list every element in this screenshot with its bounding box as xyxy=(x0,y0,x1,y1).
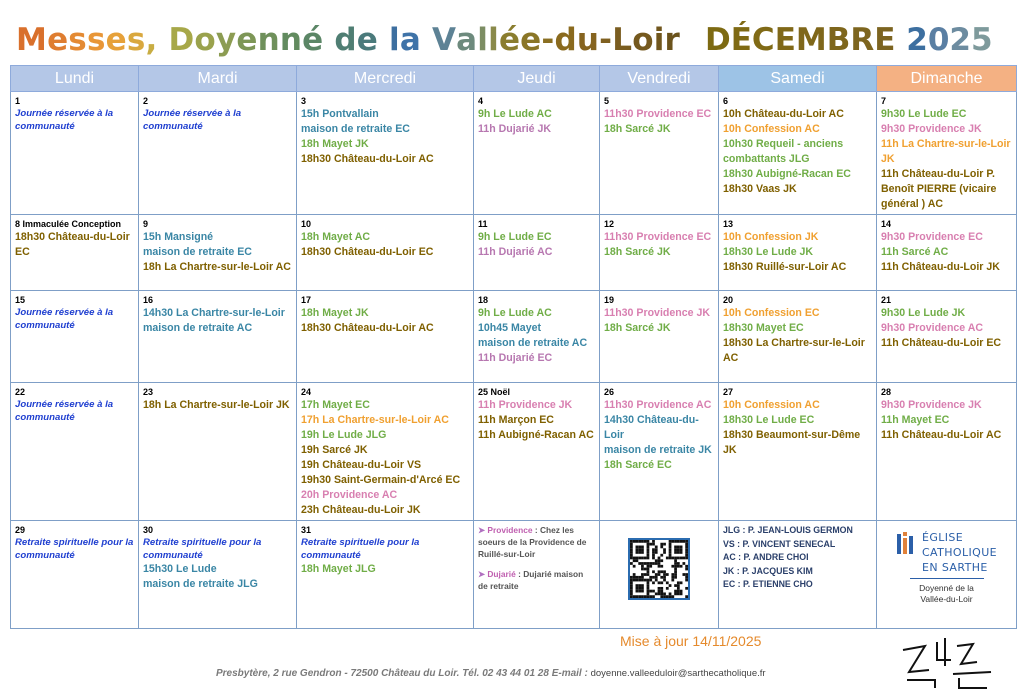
day-note: Journée réservée à la communauté xyxy=(143,108,242,132)
mass-entry: 23h Château-du-Loir JK xyxy=(301,504,421,516)
mass-entry: 20h Providence AC xyxy=(301,489,398,501)
day-number: 22 xyxy=(15,387,26,397)
day-cell-31 xyxy=(297,521,474,629)
day-number: 20 xyxy=(723,295,734,305)
day-cell-12 xyxy=(600,215,719,291)
mass-entry: 11h La Chartre-sur-le-Loir JK xyxy=(881,138,1011,165)
mass-entry: maison de retraite EC xyxy=(143,246,252,258)
week-row xyxy=(11,92,1017,215)
day-number: 26 xyxy=(604,387,615,397)
footer-email[interactable]: doyenne.valleeduloir@sarthecatholique.fr xyxy=(590,668,766,679)
mass-entry: 18h Sarcé JK xyxy=(604,123,671,135)
day-cell-15 xyxy=(11,291,139,383)
mass-entry: 18h30 Château-du-Loir EC xyxy=(15,231,130,258)
day-cell-14 xyxy=(877,215,1017,291)
day-number: 6 xyxy=(723,96,729,106)
day-number: 15 xyxy=(15,295,26,305)
day-cell-22 xyxy=(11,383,139,521)
day-number: 25 Noël xyxy=(478,387,511,397)
mass-entry: 18h30 Mayet EC xyxy=(723,322,804,334)
mass-entry: 18h30 Beaumont-sur-Dême JK xyxy=(723,429,861,456)
day-cell-4 xyxy=(474,92,600,215)
mass-entry: 18h30 Ruillé-sur-Loir AC xyxy=(723,261,847,273)
priest-legend-item: JK : P. JACQUES KIM xyxy=(723,565,813,576)
mass-entry: 10h Château-du-Loir AC xyxy=(723,108,844,120)
day-cell-30 xyxy=(139,521,297,629)
mass-entry: 18h30 Le Lude EC xyxy=(723,414,815,426)
legend-providence xyxy=(478,524,595,560)
mass-entry: 14h30 La Chartre-sur-le-Loir xyxy=(143,307,285,319)
day-number: 31 xyxy=(301,525,312,535)
day-cell-8 xyxy=(11,215,139,291)
header-vendredi: Vendredi xyxy=(600,66,719,92)
week-row xyxy=(11,521,1017,629)
day-number: 19 xyxy=(604,295,615,305)
mass-entry: 17h La Chartre-sur-le-Loir AC xyxy=(301,414,449,426)
day-cell-21 xyxy=(877,291,1017,383)
signature-image xyxy=(895,630,1005,692)
day-cell-17 xyxy=(297,291,474,383)
day-number: 29 xyxy=(15,525,26,535)
day-note: Journée réservée à la communauté xyxy=(15,108,114,132)
logo-sub-2: Vallée-du-Loir xyxy=(920,594,973,604)
mass-entry: maison de retraite JLG xyxy=(143,578,258,590)
day-number: 12 xyxy=(604,219,615,229)
mass-entry: 9h Le Lude AC xyxy=(478,108,552,120)
mass-entry: 11h Dujarié EC xyxy=(478,352,553,364)
mass-entry: 11h Château-du-Loir P. Benoît PIERRE (vicaire général ) AC xyxy=(881,168,997,210)
day-cell-9 xyxy=(139,215,297,291)
mass-entry: 11h30 Providence EC xyxy=(604,108,712,120)
mass-entry: 18h30 Château-du-Loir AC xyxy=(301,153,434,165)
logo-line-3: EN SARTHE xyxy=(921,561,988,574)
mass-entry: 9h30 Le Lude EC xyxy=(881,108,967,120)
mass-entry: 9h Le Lude EC xyxy=(478,231,552,243)
mass-entry: 18h Sarcé EC xyxy=(604,459,672,471)
mass-entry: 11h Providence JK xyxy=(478,399,573,411)
day-cell-20 xyxy=(719,291,877,383)
header-samedi: Samedi xyxy=(719,66,877,92)
mass-entry: 10h Confession JK xyxy=(723,231,819,243)
mass-entry: 18h30 La Chartre-sur-le-Loir AC xyxy=(723,337,865,364)
mass-entry: 18h La Chartre-sur-le-Loir AC xyxy=(143,261,291,273)
week-row xyxy=(11,291,1017,383)
legend-providence-text: : Chez les soeurs de la Providence de Ruillé-sur-Loir xyxy=(478,525,587,559)
day-cell-11 xyxy=(474,215,600,291)
mass-entry: 19h Le Lude JLG xyxy=(301,429,387,441)
mass-entry: 10h45 Mayet xyxy=(478,322,542,334)
arrow-right-icon: ➤ xyxy=(478,569,488,579)
day-number: 9 xyxy=(143,219,149,229)
mass-entry: 11h30 Providence EC xyxy=(604,231,712,243)
day-cell-7 xyxy=(877,92,1017,215)
day-number: 10 xyxy=(301,219,312,229)
day-cell-6 xyxy=(719,92,877,215)
mass-entry: 18h Mayet JK xyxy=(301,138,369,150)
day-cell-26 xyxy=(600,383,719,521)
mass-entry: 17h Mayet EC xyxy=(301,399,370,411)
legend-dujarie-tag: Dujarié xyxy=(487,569,516,579)
day-cell-18 xyxy=(474,291,600,383)
mass-entry: 10h Confession EC xyxy=(723,307,820,319)
day-cell-23 xyxy=(139,383,297,521)
mass-entry: maison de retraite JK xyxy=(604,444,712,456)
day-cell-16 xyxy=(139,291,297,383)
day-cell-24 xyxy=(297,383,474,521)
day-cell-29 xyxy=(11,521,139,629)
weekday-header-row xyxy=(11,66,1017,92)
legend-dujarie-text: : Dujarié maison de retraite xyxy=(478,569,584,591)
mass-entry: 18h Sarcé JK xyxy=(604,322,671,334)
mass-entry: 18h30 Aubigné-Racan EC xyxy=(723,168,851,180)
day-note: Retraite spirituelle pour la communauté xyxy=(15,537,134,561)
day-cell-25 xyxy=(474,383,600,521)
mass-entry: 9h30 Providence JK xyxy=(881,123,982,135)
mass-entry: 11h Dujarié JK xyxy=(478,123,552,135)
mass-entry: maison de retraite AC xyxy=(478,337,588,349)
mass-entry: 9h30 Providence JK xyxy=(881,399,982,411)
mass-entry: maison de retraite EC xyxy=(301,123,410,135)
logo-line-2: CATHOLIQUE xyxy=(921,546,998,559)
calendar-table xyxy=(10,65,1017,629)
day-number: 17 xyxy=(301,295,312,305)
mass-entry: 11h Château-du-Loir AC xyxy=(881,429,1002,441)
day-cell-10 xyxy=(297,215,474,291)
day-cell-19 xyxy=(600,291,719,383)
mass-entry: 19h Sarcé JK xyxy=(301,444,368,456)
mass-entry: 11h Château-du-Loir JK xyxy=(881,261,1000,273)
diocese-logo xyxy=(881,530,1012,605)
day-number: 5 xyxy=(604,96,610,106)
mass-entry: 9h30 Providence AC xyxy=(881,322,984,334)
day-number: 7 xyxy=(881,96,887,106)
legend-providence-tag: Providence xyxy=(487,525,533,535)
header-lundi: Lundi xyxy=(11,66,139,92)
mass-entry: 18h Mayet AC xyxy=(301,231,371,243)
day-number: 2 xyxy=(143,96,149,106)
footer-text: Presbytère, 2 rue Gendron - 72500 Château du Loir. Tél. 02 43 44 01 28 E-mail : xyxy=(216,668,591,679)
day-note: Journée réservée à la communauté xyxy=(15,307,114,331)
mass-entry: 11h Mayet EC xyxy=(881,414,950,426)
day-cell-13 xyxy=(719,215,877,291)
mass-entry: 18h La Chartre-sur-le-Loir JK xyxy=(143,399,290,411)
mass-entry: 11h30 Providence JK xyxy=(604,307,710,319)
mass-entry: 9h30 Providence EC xyxy=(881,231,983,243)
day-cell-27 xyxy=(719,383,877,521)
mass-entry: 19h Château-du-Loir VS xyxy=(301,459,422,471)
header-jeudi: Jeudi xyxy=(474,66,600,92)
day-note: Retraite spirituelle pour la communauté xyxy=(301,537,420,561)
day-cell-1 xyxy=(11,92,139,215)
legend-dujarie xyxy=(478,568,595,592)
day-note: Journée réservée à la communauté xyxy=(15,399,114,423)
mass-entry: 11h30 Providence AC xyxy=(604,399,712,411)
header-mercredi: Mercredi xyxy=(297,66,474,92)
priest-legend-item: EC : P. ETIENNE CHO xyxy=(723,579,813,589)
mass-entry: 9h Le Lude AC xyxy=(478,307,552,319)
mass-entry: 18h30 Vaas JK xyxy=(723,183,797,195)
footer-address xyxy=(216,668,766,679)
page-title: Messes, Doyenné de la Vallée-du-Loir xyxy=(16,22,681,58)
day-cell-3 xyxy=(297,92,474,215)
day-number: 8 Immaculée Conception xyxy=(15,219,122,229)
day-number: 4 xyxy=(478,96,484,106)
mass-entry: 18h Mayet JLG xyxy=(301,563,376,575)
header-dimanche: Dimanche xyxy=(877,66,1017,92)
day-note: Retraite spirituelle pour la communauté xyxy=(143,537,262,561)
mass-entry: 15h Pontvallain xyxy=(301,108,379,120)
mass-entry: 9h30 Le Lude JK xyxy=(881,307,966,319)
mass-entry: 18h30 Le Lude JK xyxy=(723,246,814,258)
priest-legend-cell xyxy=(719,521,877,629)
priest-legend-item: AC : P. ANDRE CHOI xyxy=(723,552,809,562)
day-number: 28 xyxy=(881,387,892,397)
mass-entry: 15h Mansigné xyxy=(143,231,214,243)
qr-code-icon[interactable] xyxy=(628,538,690,600)
mass-entry: 10h Confession AC xyxy=(723,399,820,411)
mass-entry: 11h Aubigné-Racan AC xyxy=(478,429,594,441)
mass-entry: 10h30 Requeil - anciens combattants JLG xyxy=(723,138,844,165)
mass-entry: 11h Dujarié AC xyxy=(478,246,553,258)
legend-cell xyxy=(474,521,600,629)
priest-legend-item: JLG : P. JEAN-LOUIS GERMON xyxy=(723,525,853,535)
week-row xyxy=(11,383,1017,521)
mass-entry: 11h Château-du-Loir EC xyxy=(881,337,1002,349)
day-number: 23 xyxy=(143,387,154,397)
qr-cell xyxy=(600,521,719,629)
logo-cell xyxy=(877,521,1017,629)
day-number: 3 xyxy=(301,96,307,106)
mass-entry: 18h30 Château-du-Loir EC xyxy=(301,246,434,258)
day-number: 14 xyxy=(881,219,892,229)
mass-entry: 15h30 Le Lude xyxy=(143,563,217,575)
header-mardi: Mardi xyxy=(139,66,297,92)
day-cell-5 xyxy=(600,92,719,215)
day-number: 27 xyxy=(723,387,734,397)
day-cell-28 xyxy=(877,383,1017,521)
day-number: 16 xyxy=(143,295,154,305)
day-number: 21 xyxy=(881,295,892,305)
month-title: DÉCEMBRE 2025 xyxy=(705,22,993,58)
logo-line-1: ÉGLISE xyxy=(921,531,964,544)
logo-sub-1: Doyenné de la xyxy=(919,583,974,593)
church-cross-icon xyxy=(896,530,918,556)
day-number: 13 xyxy=(723,219,734,229)
mass-entry: 18h Mayet JK xyxy=(301,307,369,319)
update-date: Mise à jour 14/11/2025 xyxy=(620,633,762,649)
day-number: 30 xyxy=(143,525,154,535)
mass-entry: 11h Marçon EC xyxy=(478,414,554,426)
mass-entry: 10h Confession AC xyxy=(723,123,820,135)
day-number: 24 xyxy=(301,387,312,397)
priest-legend-item: VS : P. VINCENT SENECAL xyxy=(723,538,836,549)
day-number: 1 xyxy=(15,96,21,106)
mass-entry: 14h30 Château-du-Loir xyxy=(604,414,699,441)
day-cell-2 xyxy=(139,92,297,215)
day-number: 11 xyxy=(478,219,488,229)
arrow-right-icon: ➤ xyxy=(478,525,488,535)
mass-entry: maison de retraite AC xyxy=(143,322,253,334)
mass-entry: 19h30 Saint-Germain-d'Arcé EC xyxy=(301,474,461,486)
day-number: 18 xyxy=(478,295,489,305)
mass-entry: 11h Sarcé AC xyxy=(881,246,949,258)
week-row xyxy=(11,215,1017,291)
mass-entry: 18h Sarcé JK xyxy=(604,246,671,258)
mass-entry: 18h30 Château-du-Loir AC xyxy=(301,322,434,334)
